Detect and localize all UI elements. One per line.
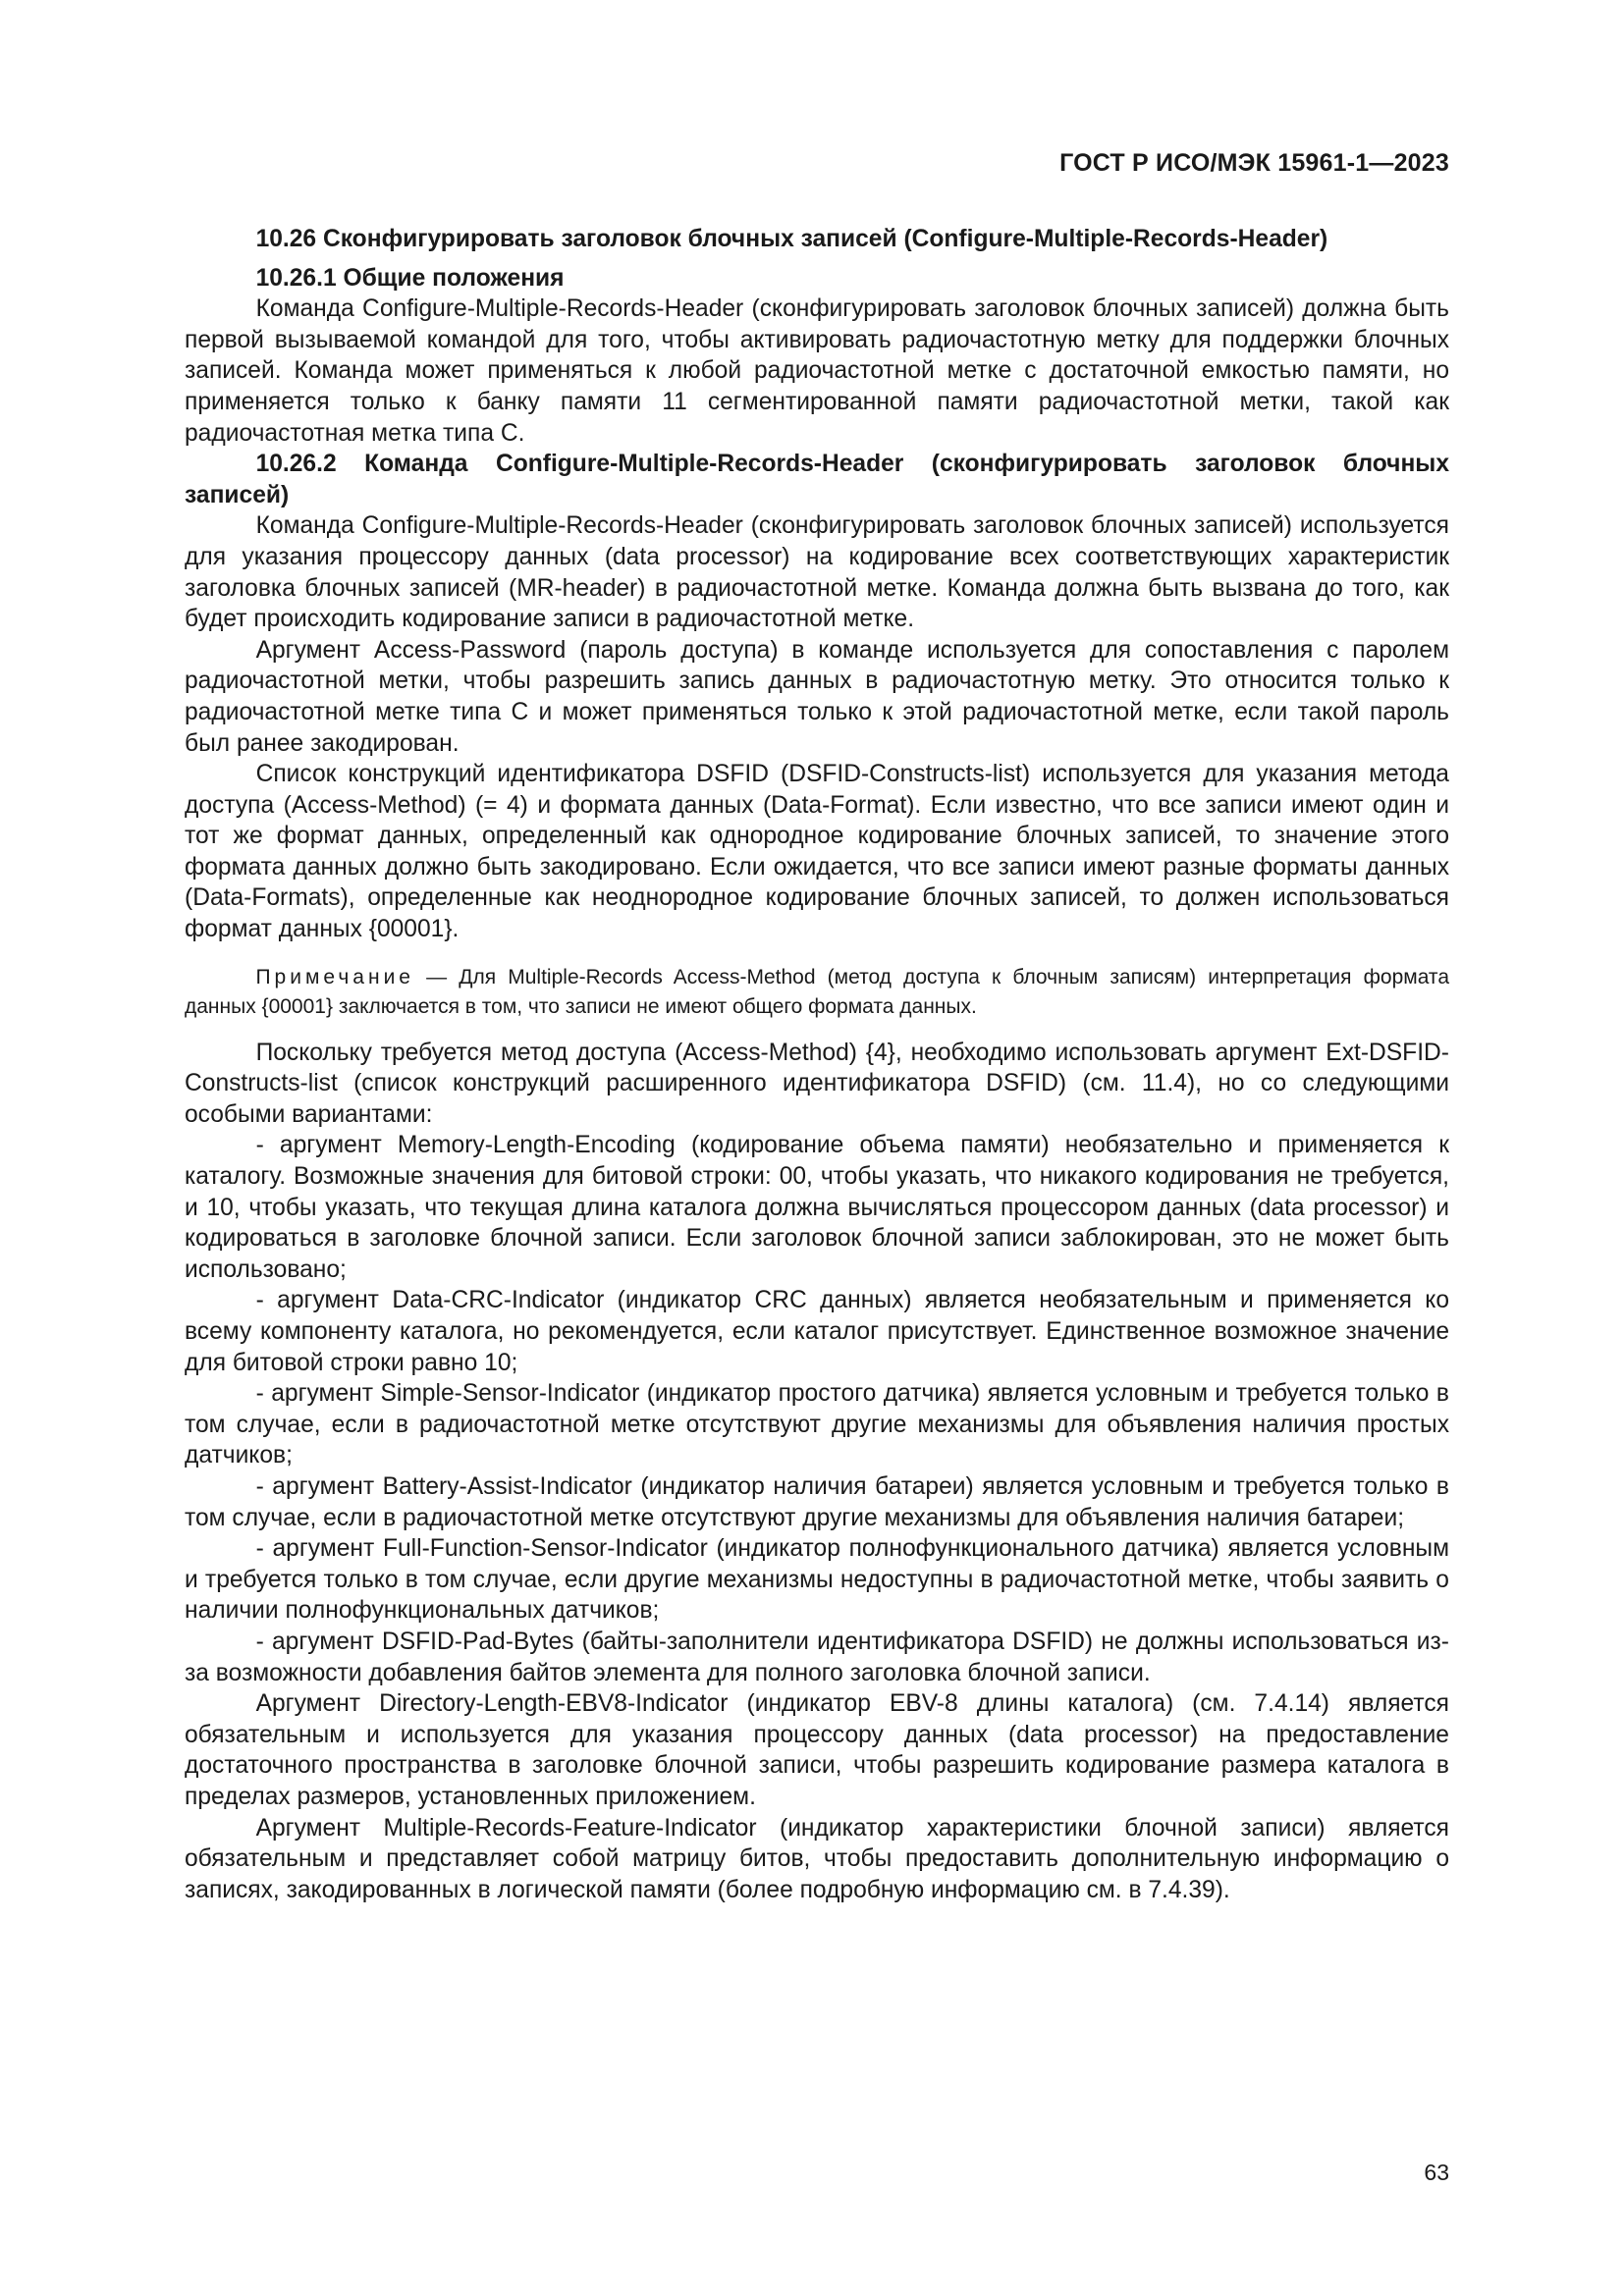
list-item: - аргумент Simple-Sensor-Indicator (индикатор простого датчика) является условным и требуется только в том случае, если в радиочастотной метке отсутствуют другие механизмы для объявления наличия простых датчиков;: [185, 1380, 1449, 1469]
section-title: 10.26 Сконфигурировать заголовок блочных записей (Configure-Multiple-Records-Header): [255, 226, 1328, 252]
page-number: 63: [1424, 2160, 1449, 2185]
paragraph: Команда Configure-Multiple-Records-Header (сконфигурировать заголовок блочных записей) должна быть первой вызываемой командой для того, чтобы активировать радиочастотную метку для поддержки блочных записей. Команда может применяться к любой радиочастотной метке с достаточной емкостью памяти, но применяется только к банку памяти 11 сегментированной памяти радиочастотной метки, такой как радиочастотная метка типа С.: [185, 295, 1449, 447]
paragraph: Список конструкций идентификатора DSFID (DSFID-Constructs-list) используется для указания метода доступа (Access-Method) (= 4) и формата данных (Data-Format). Если известно, что все записи имеют один и тот же формат данных, определенный как однородное кодирование блочных записей, то значение этого формата данных должно быть закодировано. Если ожидается, что все записи имеют разные форматы данных (Data-Formats), определенные как неоднородное кодирование блочных записей, то должен использоваться формат данных {00001}.: [185, 761, 1449, 943]
list-item: - аргумент DSFID-Pad-Bytes (байты-заполнители идентификатора DSFID) не должны использоваться из-за возможности добавления байтов элемента для полного заголовка блочной записи.: [185, 1628, 1449, 1686]
paragraph: Аргумент Access-Password (пароль доступа) в команде используется для сопоставления с паролем радиочастотной метки, чтобы разрешить запись данных в радиочастотную метку. Это относится только к радиочастотной метке типа С и может применяться только к этой радиочастотной метке, если такой пароль был ранее закодирован.: [185, 636, 1449, 757]
subsection-title: 10.26.1 Общие положения: [255, 264, 565, 292]
paragraph: Поскольку требуется метод доступа (Access-Method) {4}, необходимо использовать аргумент Ext-DSFID-Constructs-list (список конструкций расширенного идентификатора DSFID) (см. 11.4), но со следующими особыми вариантами:: [185, 1039, 1449, 1128]
note-label: Примечание: [255, 965, 414, 988]
note-text: — Для Multiple-Records Access-Method (метод доступа к блочным записям) интерпретация формата данных {00001} заключается в том, что записи не имеют общего формата данных.: [185, 965, 1449, 1018]
list-item: - аргумент Battery-Assist-Indicator (индикатор наличия батареи) является условным и требуется только в том случае, если в радиочастотной метке отсутствуют другие механизмы для объявления наличия батареи;: [185, 1472, 1449, 1531]
list-item: - аргумент Memory-Length-Encoding (кодирование объема памяти) необязательно и применяется к каталогу. Возможные значения для битовой строки: 00, чтобы указать, что никакого кодирования не требуется, и 10, чтобы указать, что текущая длина каталога должна вычисляться процессором данных (data processor) и кодироваться в заголовке блочной записи. Если заголовок блочной записи заблокирован, это не может быть использовано;: [185, 1132, 1449, 1283]
document-body: [185, 224, 1449, 1905]
paragraph: Команда Configure-Multiple-Records-Header (сконфигурировать заголовок блочных записей) используется для указания процессору данных (data processor) на кодирование всех соответствующих характеристик заголовка блочных записей (MR-header) в радиочастотной метке. Команда должна быть вызвана до того, как будет происходить кодирование записи в радиочастотной метке.: [185, 512, 1449, 633]
document-header: ГОСТ Р ИСО/МЭК 15961-1—2023: [1059, 149, 1449, 177]
note: [185, 963, 1449, 1022]
paragraph: Аргумент Directory-Length-EBV8-Indicator (индикатор EBV-8 длины каталога) (см. 7.4.14) является обязательным и используется для указания процессору данных (data processor) на предоставление достаточного пространства в заголовке блочной записи, чтобы разрешить кодирование размера каталога в пределах размеров, установленных приложением.: [185, 1690, 1449, 1810]
list-item: - аргумент Data-CRC-Indicator (индикатор CRC данных) является необязательным и применяется ко всему компоненту каталога, но рекомендуется, если каталог присутствует. Единственное возможное значение для битовой строки равно 10;: [185, 1287, 1449, 1376]
document-page: [185, 0, 1449, 2296]
list-item: - аргумент Full-Function-Sensor-Indicator (индикатор полнофункционального датчика) является условным и требуется только в том случае, если другие механизмы недоступны в радиочастотной метке, чтобы заявить о наличии полнофункциональных датчиков;: [185, 1535, 1449, 1625]
paragraph: Аргумент Multiple-Records-Feature-Indicator (индикатор характеристики блочной записи) является обязательным и представляет собой матрицу битов, чтобы предоставить дополнительную информацию о записях, закодированных в логической памяти (более подробную информацию см. в 7.4.39).: [185, 1814, 1449, 1903]
subsection-title: 10.26.2 Команда Configure-Multiple-Records-Header (сконфигурировать заголовок блочных записей): [185, 451, 1449, 508]
